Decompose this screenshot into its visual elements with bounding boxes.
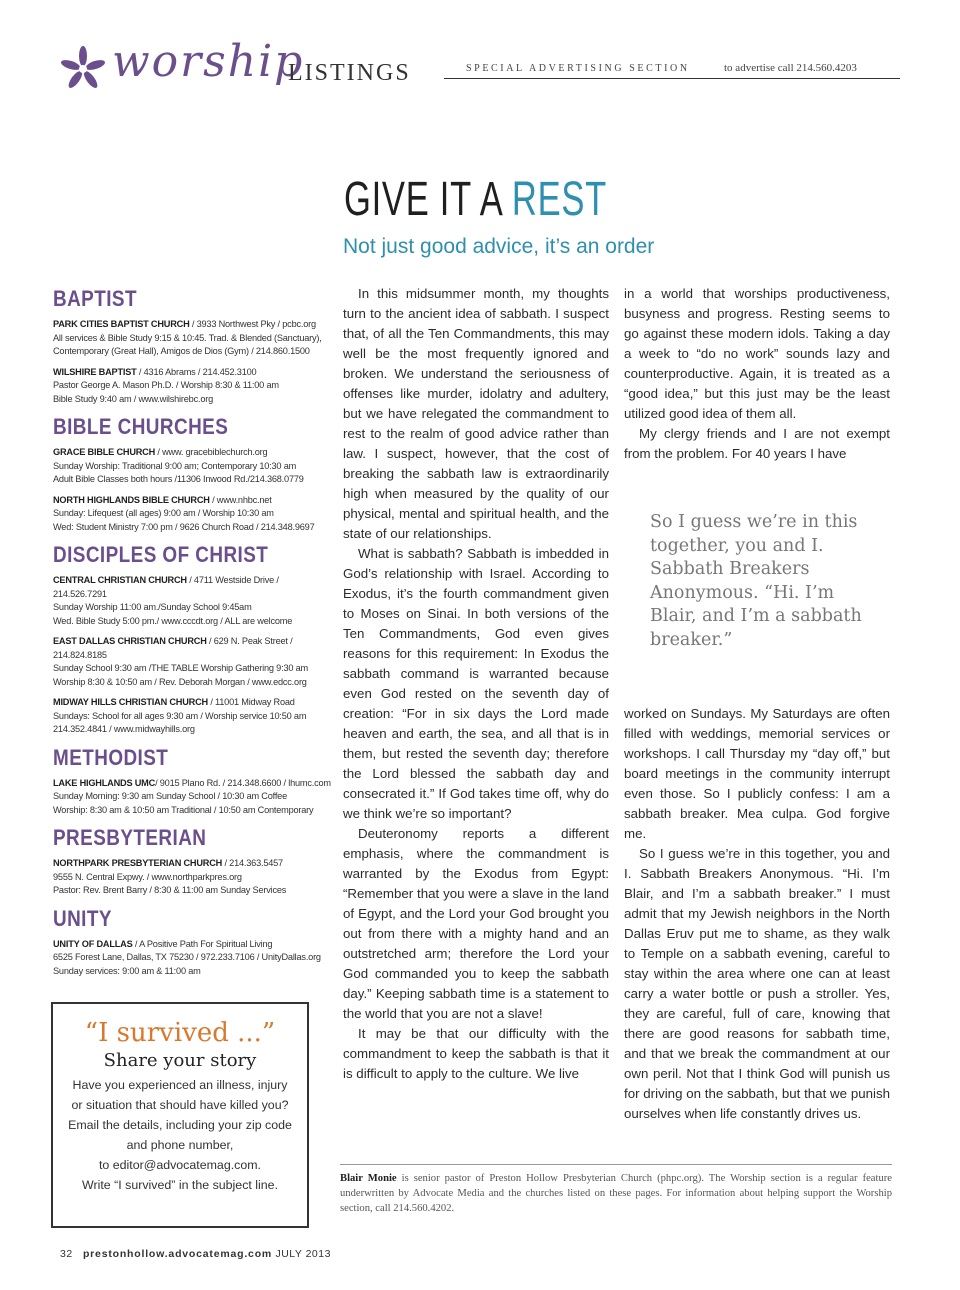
author-bio — [340, 1171, 892, 1216]
church-name: PARK CITIES BAPTIST CHURCH — [53, 319, 190, 329]
flower-logo-icon — [60, 46, 106, 92]
church-entry-header — [53, 635, 333, 662]
i-survived-box — [51, 1002, 309, 1228]
church-detail-line: Sunday services: 9:00 am & 11:00 am — [53, 965, 201, 976]
page-footer — [60, 1248, 331, 1260]
category-heading: BIBLE CHURCHES — [53, 414, 229, 439]
church-name: WILSHIRE BAPTIST — [53, 366, 137, 377]
church-name: MIDWAY HILLS CHRISTIAN CHURCH — [53, 697, 208, 707]
church-listings — [53, 286, 333, 986]
church-detail-line: Wed. Bible Study 5:00 pm./ www.cccdt.org / ALL are welcome — [53, 615, 293, 626]
church-detail-line: Sundays: School for all ages 9:30 am / Worship service 10:50 am — [53, 710, 307, 721]
church-entry — [53, 857, 333, 898]
church-detail-line: Sunday: Lifequest (all ages) 9:00 am / Worship 10:30 am — [53, 508, 274, 518]
church-detail-line: Bible Study 9:40 am / www.wilshirebc.org — [53, 393, 213, 404]
pull-quote: So I guess we’re in this together, you and I. Sabbath Breakers Anonymous. “Hi. I’m Blair, and I’m a sabbath breaker.” — [650, 512, 862, 650]
paragraph: It may be that our difficulty with the commandment to keep the sabbath is that it is difficult to apply to the culture. We live — [343, 1026, 609, 1081]
article-column-2-bottom — [624, 704, 890, 1124]
category-heading: METHODIST — [53, 744, 169, 770]
church-detail-line: Adult Bible Classes both hours /11306 Inwood Rd./214.368.0779 — [53, 474, 304, 484]
church-detail-line: Worship 8:30 & 10:50 am / Rev. Deborah Morgan / www.edcc.org — [53, 676, 307, 687]
church-detail-line: Sunday School 9:30 am /THE TABLE Worship Gathering 9:30 am — [53, 663, 308, 673]
church-entry — [53, 366, 333, 407]
box-line: Email the details, including your zip code — [68, 1118, 292, 1132]
church-contact: / A Positive Path For Spiritual Living — [132, 938, 273, 949]
listing-category — [53, 906, 333, 979]
listing-category — [53, 542, 333, 737]
church-entry-header — [53, 696, 333, 710]
church-contact: / 11001 Midway Road — [207, 697, 295, 707]
page-number: 32 — [60, 1248, 73, 1260]
church-entry-header — [53, 494, 333, 508]
section-title-listings: LISTINGS — [288, 60, 411, 86]
church-entry — [53, 574, 333, 628]
box-body — [53, 1075, 307, 1195]
site-url[interactable]: prestonhollow.advocatemag.com — [82, 1248, 273, 1260]
paragraph: Deuteronomy reports a different emphasis, where the commandment is warranted by the Exodus from Egypt: “Remember that you were a slave in the land of Egypt, and the Lord your God brought you out from there with a mighty hand and an outstretched arm; therefore the Lord your God commanded you to keep the sabbath day.” Keeping sabbath time is a statement to the world that you are not a slave! — [343, 826, 609, 1021]
church-detail-line: Wed: Student Ministry 7:00 pm / 9626 Church Road / 214.348.9697 — [53, 521, 315, 532]
paragraph: worked on Sundays. My Saturdays are often filled with weddings, memorial services or workshops. I call Thursday my “day off,” but board meetings in the community interrupt even those. So I publicly confess: I am a sabbath breaker. Mea culpa. God forgive me. — [624, 706, 890, 841]
paragraph: In this midsummer month, my thoughts turn to the ancient idea of sabbath. I suspect that, of all the Ten Commandments, this may well be the most frequently ignored and broken. We understand the seriousness of offenses like murder, idolatry and adultery, but we have relegated the commandment to rest to the realm of good advice rather than law. I suspect, however, that the cost of breaking the sabbath law is extraordinarily high when measured by the quality of our physical, mental and spiritual health, and the state of our relationships. — [343, 286, 609, 541]
church-entry-header — [53, 857, 333, 871]
category-heading: PRESBYTERIAN — [53, 825, 207, 850]
listing-category — [53, 745, 333, 818]
church-entry — [53, 777, 333, 818]
church-detail-line: Pastor: Rev. Brent Barry / 8:30 & 11:00 am Sunday Services — [53, 885, 287, 895]
church-name: EAST DALLAS CHRISTIAN CHURCH — [53, 636, 207, 646]
category-heading: BAPTIST — [53, 286, 137, 311]
author-name: Blair Monie — [340, 1173, 397, 1184]
church-contact: / 214.363.5457 — [222, 858, 283, 868]
church-name: NORTHPARK PRESBYTERIAN CHURCH — [53, 858, 223, 868]
church-contact: / 4711 Westside Drive / 214.526.7291 — [53, 575, 279, 599]
listing-category — [53, 414, 333, 534]
church-entry-header — [53, 938, 333, 952]
church-name: CENTRAL CHRISTIAN CHURCH — [53, 575, 187, 585]
listing-category — [53, 825, 333, 898]
section-title-worship: worship — [112, 36, 305, 87]
title-part-b: REST — [511, 173, 607, 226]
church-detail-line: 214.352.4841 / www.midwayhills.org — [53, 724, 195, 734]
church-contact: / 629 N. Peak Street / 214.824.8185 — [53, 636, 293, 660]
special-advertising-label: SPECIAL ADVERTISING SECTION — [466, 63, 690, 74]
paragraph: What is sabbath? Sabbath is imbedded in God’s relationship with Israel. According to Exodus, it’s the fourth commandment given to Moses on Sinai. In both versions of the Ten Commandments, God even gives reasons for this requirement: In Exodus the sabbath command is warranted because even God rested on the seventh day of creation: “For in six days the Lord made heaven and earth, the sea, and all that is in them, but rested the seventh day; therefore the Lord blessed the sabbath day and consecrated it.” If God takes time off, why do we think we’re so important? — [343, 546, 609, 821]
church-contact: / www.nhbc.net — [209, 494, 272, 505]
church-entry — [53, 938, 333, 979]
article-subtitle: Not just good advice, it’s an order — [343, 235, 655, 258]
advertise-phone: to advertise call 214.560.4203 — [724, 62, 857, 74]
box-line: or situation that should have killed you? — [71, 1098, 289, 1112]
church-contact: / 4316 Abrams / 214.452.3100 — [136, 366, 257, 377]
category-heading: DISCIPLES OF CHRIST — [53, 542, 269, 567]
bio-rule — [340, 1164, 892, 1165]
paragraph: My clergy friends and I are not exempt from the problem. For 40 years I have — [624, 426, 890, 461]
bio-text: is senior pastor of Preston Hollow Presbyterian Church (phpc.org). The Worship section is a regular feature underwritten by Advocate Media and the churches listed on these pages. For information about helping support the Worship section, call 214.560.4202. — [340, 1173, 892, 1214]
church-entry — [53, 318, 333, 359]
church-entry — [53, 494, 333, 535]
church-detail-line: Sunday Morning: 9:30 am Sunday School / 10:30 am Coffee — [53, 791, 287, 801]
box-line: Write “I survived” in the subject line. — [81, 1178, 279, 1192]
church-detail-line: Sunday Worship: Traditional 9:00 am; Contemporary 10:30 am — [53, 460, 297, 471]
church-entry — [53, 446, 333, 487]
box-subheading: Share your story — [103, 1050, 257, 1071]
church-contact: / www. gracebiblechurch.org — [155, 447, 268, 457]
church-name: UNITY OF DALLAS — [53, 938, 133, 949]
article-column-2-top — [624, 284, 890, 464]
box-line: Have you experienced an illness, injury — [72, 1078, 288, 1092]
church-entry-header — [53, 446, 333, 460]
paragraph: So I guess we’re in this together, you and I. Sabbath Breakers Anonymous. “Hi. I’m Blair, and I’m a sabbath breaker.” I must admit that my Jewish neighbors in the North Dallas Eruv put me to shame, as they walk to Temple on a sabbath evening, careful to stay within the area where one can at least carry a water bottle or push a stroller. Yes, they are careful, full of care, knowing that there are good reasons for sabbath time, and that we break the commandment at our own peril. Not that I think God will punish us for driving on the sabbath, but that we punish ourselves when life constantly drives us. — [624, 846, 890, 1121]
church-contact: / 9015 Plano Rd. / 214.348.6600 / lhumc.com — [155, 777, 331, 788]
church-entry — [53, 696, 333, 737]
article-title — [344, 172, 607, 227]
church-detail-line: Pastor George A. Mason Ph.D. / Worship 8:30 & 11:00 am — [53, 380, 279, 390]
church-entry — [53, 635, 333, 689]
box-line: and phone number, — [126, 1138, 234, 1152]
church-detail-line: Sunday Worship 11:00 am./Sunday School 9:45am — [53, 602, 252, 612]
church-entry-header — [53, 366, 333, 380]
church-entry-header — [53, 574, 333, 601]
box-heading: “I survived ...” — [84, 1018, 276, 1048]
paragraph: in a world that worships productiveness, busyness and progress. Resting seems to go against these modern idols. Taking a day a week to “do no work” sounds lazy and counterproductive. Again, it is treated as a “good idea,” but this just may be the least utilized good idea of them all. — [624, 286, 890, 421]
listing-category — [53, 286, 333, 406]
issue-date: JULY 2013 — [275, 1248, 331, 1260]
church-detail-line: All services & Bible Study 9:15 & 10:45. Trad. & Blended (Sanctuary), Contemporary (Great Hall), Amigos de Dios (Gym) / 214.860.1500 — [53, 332, 322, 356]
category-heading: UNITY — [53, 905, 112, 931]
church-name: NORTH HIGHLANDS BIBLE CHURCH — [53, 494, 210, 505]
church-name: LAKE HIGHLANDS UMC — [53, 777, 156, 788]
church-detail-line: 6525 Forest Lane, Dallas, TX 75230 / 972.233.7106 / UnityDallas.org — [53, 952, 321, 962]
article-column-1 — [343, 284, 609, 1084]
church-entry-header — [53, 777, 333, 791]
church-entry-header — [53, 318, 333, 332]
header-rule — [444, 78, 900, 79]
church-contact: / 3933 Northwest Pky / pcbc.org — [189, 319, 316, 329]
church-detail-line: 9555 N. Central Expwy. / www.northparkpres.org — [53, 871, 242, 882]
title-part-a: GIVE IT A — [344, 173, 512, 226]
church-detail-line: Worship: 8:30 am & 10:50 am Traditional / 10:50 am Contemporary — [53, 804, 314, 815]
box-email-line[interactable]: to editor@advocatemag.com. — [98, 1158, 262, 1172]
church-name: GRACE BIBLE CHURCH — [53, 447, 156, 457]
